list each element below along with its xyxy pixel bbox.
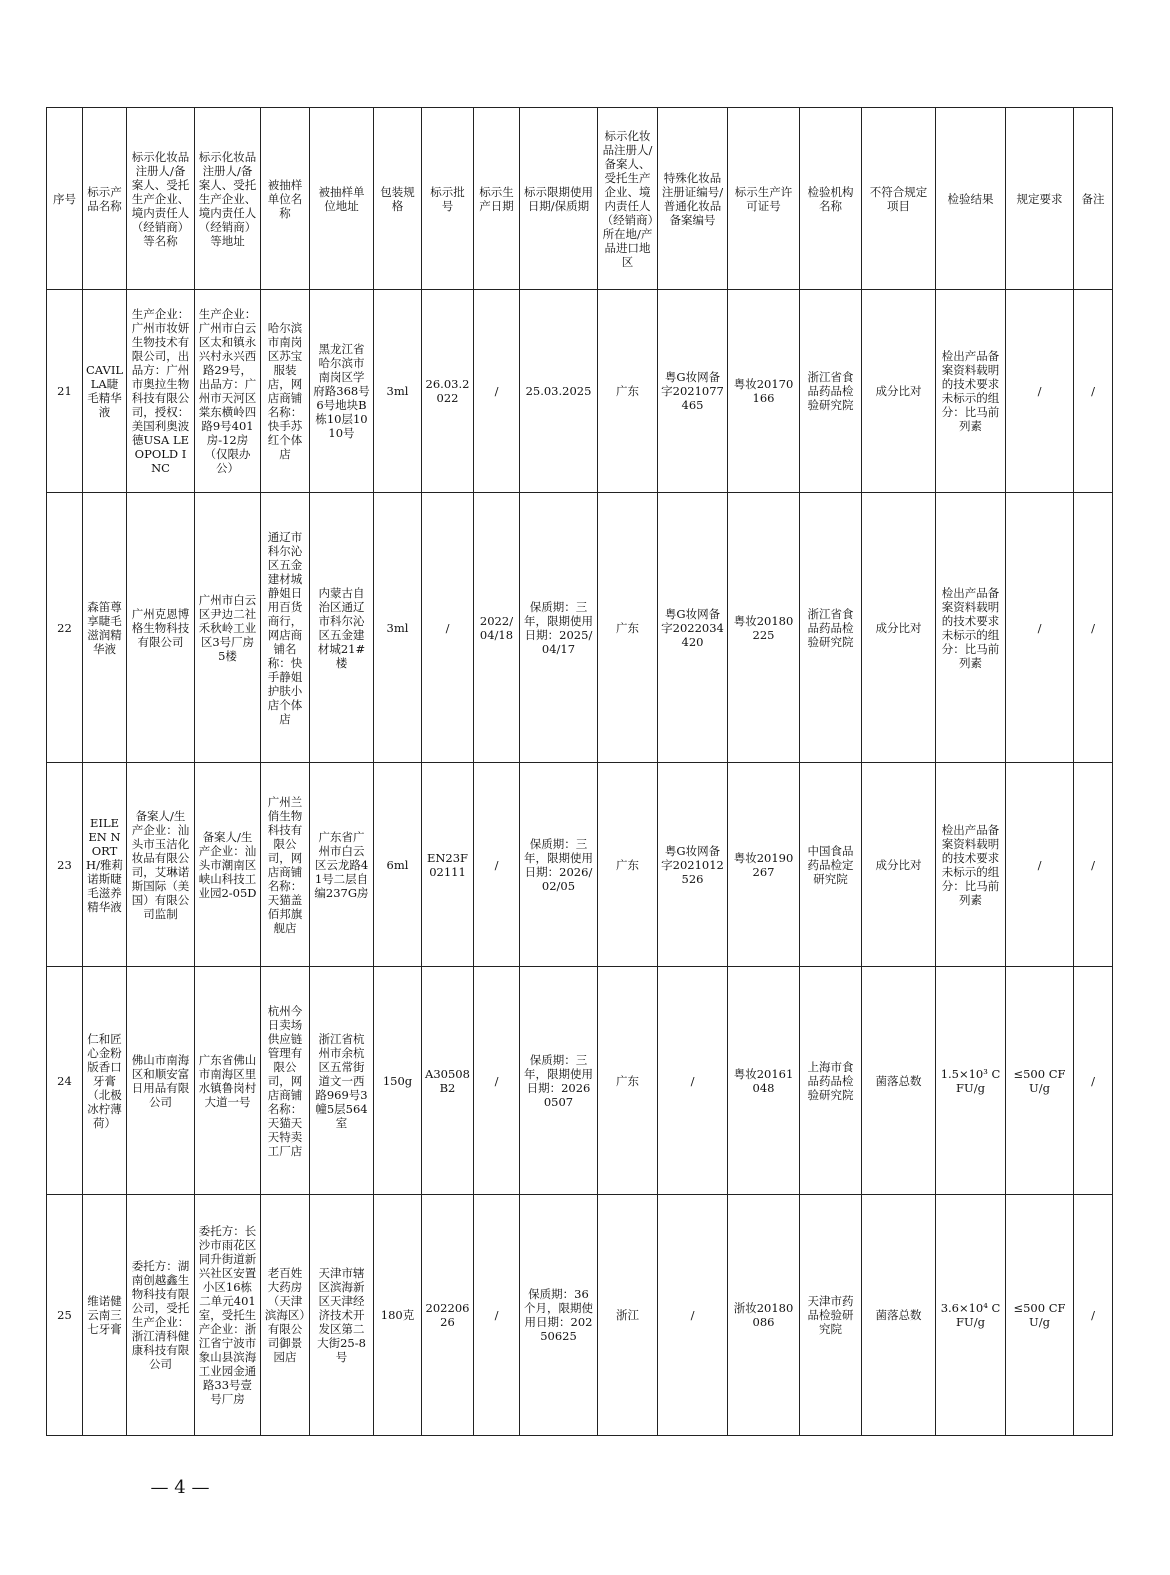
cell-agency: 浙江省食品药品检验研究院 — [800, 493, 862, 763]
cell-no: 22 — [47, 493, 83, 763]
cell-requirement: ≤500 CFU/g — [1006, 1195, 1074, 1436]
cell-sampled-unit: 哈尔滨市南岗区苏宝服装店，网店商铺名称：快手苏红个体店 — [261, 290, 310, 493]
cell-agency: 天津市药品检验研究院 — [800, 1195, 862, 1436]
cell-remark: / — [1074, 763, 1113, 967]
cell-batch: EN23F02111 — [422, 763, 474, 967]
cell-entity-name: 委托方：湖南创越鑫生物科技有限公司，受托生产企业：浙江清科健康科技有限公司 — [127, 1195, 195, 1436]
cell-location: 浙江 — [598, 1195, 658, 1436]
column-header: 不符合规定项目 — [862, 108, 936, 290]
column-header: 标示生产许可证号 — [728, 108, 800, 290]
cell-product: CAVILLA睫毛精华液 — [83, 290, 127, 493]
table-row — [47, 290, 1113, 493]
cell-result: 3.6×10⁴ CFU/g — [936, 1195, 1006, 1436]
cell-requirement: / — [1006, 763, 1074, 967]
cell-entity-address: 广东省佛山市南海区里水镇鲁岗村大道一号 — [195, 967, 261, 1195]
cell-sampled-unit: 杭州今日卖场供应链管理有限公司，网店商铺名称：天猫天天特卖工厂店 — [261, 967, 310, 1195]
cell-registration: 粤G妆网备字2021077465 — [658, 290, 728, 493]
cell-requirement: / — [1006, 493, 1074, 763]
cell-remark: / — [1074, 290, 1113, 493]
cell-expiry: 保质期：三年，限期使用日期：20260507 — [520, 967, 598, 1195]
cell-remark: / — [1074, 493, 1113, 763]
cell-production-date: / — [474, 967, 520, 1195]
column-header: 被抽样单位地址 — [310, 108, 374, 290]
column-header: 标示批号 — [422, 108, 474, 290]
cell-production-date: 2022/04/18 — [474, 493, 520, 763]
cell-sampled-unit: 通辽市科尔沁区五金建材城静姐日用百货商行，网店商铺名称：快手静姐护肤小店个体店 — [261, 493, 310, 763]
cell-license: 粤妆20180225 — [728, 493, 800, 763]
cell-package: 3ml — [374, 493, 422, 763]
cell-entity-address: 广州市白云区尹边二社禾秋岭工业区3号厂房5楼 — [195, 493, 261, 763]
cell-product: 森笛尊享睫毛滋润精华液 — [83, 493, 127, 763]
cell-sampled-address: 浙江省杭州市余杭区五常街道文一西路969号3幢5层564室 — [310, 967, 374, 1195]
cell-entity-name: 佛山市南海区和顺安富日用品有限公司 — [127, 967, 195, 1195]
cell-license: 粤妆20161048 — [728, 967, 800, 1195]
cell-entity-address: 委托方：长沙市雨花区同升街道新兴社区安置小区16栋二单元401室，受托生产企业：浙江省宁波市象山县滨海工业园金通路33号壹号厂房 — [195, 1195, 261, 1436]
column-header: 备注 — [1074, 108, 1113, 290]
cell-expiry: 25.03.2025 — [520, 290, 598, 493]
cell-package: 150g — [374, 967, 422, 1195]
cell-result: 检出产品备案资料载明的技术要求未标示的组分：比马前列素 — [936, 290, 1006, 493]
cell-location: 广东 — [598, 763, 658, 967]
cell-product: 维诺健云南三七牙膏 — [83, 1195, 127, 1436]
cell-failed-item: 成分比对 — [862, 763, 936, 967]
cell-agency: 浙江省食品药品检验研究院 — [800, 290, 862, 493]
cell-failed-item: 成分比对 — [862, 290, 936, 493]
cell-sampled-address: 天津市辖区滨海新区天津经济技术开发区第二大街25-8号 — [310, 1195, 374, 1436]
cell-entity-name: 备案人/生产企业：汕头市玉洁化妆品有限公司，艾琳诺斯国际（美国）有限公司监制 — [127, 763, 195, 967]
cell-product: EILEEN NORTH/雅莉诺斯睫毛滋养精华液 — [83, 763, 127, 967]
cell-entity-address: 生产企业：广州市白云区太和镇永兴村永兴西路29号，出品方：广州市天河区棠东横岭四路9号401房-12房（仅限办公） — [195, 290, 261, 493]
cell-remark: / — [1074, 967, 1113, 1195]
cell-entity-address: 备案人/生产企业：汕头市潮南区峡山科技工业园2-05D — [195, 763, 261, 967]
cell-failed-item: 菌落总数 — [862, 967, 936, 1195]
cell-registration: / — [658, 1195, 728, 1436]
cell-location: 广东 — [598, 493, 658, 763]
cell-registration: 粤G妆网备字2022034420 — [658, 493, 728, 763]
cell-no: 21 — [47, 290, 83, 493]
cell-location: 广东 — [598, 967, 658, 1195]
inspection-results-table — [46, 107, 1113, 1436]
cell-result: 1.5×10³ CFU/g — [936, 967, 1006, 1195]
column-header: 序号 — [47, 108, 83, 290]
cell-batch: / — [422, 493, 474, 763]
column-header: 标示化妆品注册人/备案人、受托生产企业、境内责任人（经销商）等地址 — [195, 108, 261, 290]
table-row — [47, 967, 1113, 1195]
table-row — [47, 493, 1113, 763]
column-header: 标示化妆品注册人/备案人、受托生产企业、境内责任人（经销商）等名称 — [127, 108, 195, 290]
cell-failed-item: 菌落总数 — [862, 1195, 936, 1436]
cell-remark: / — [1074, 1195, 1113, 1436]
cell-failed-item: 成分比对 — [862, 493, 936, 763]
column-header: 包装规格 — [374, 108, 422, 290]
cell-sampled-unit: 广州兰俏生物科技有限公司，网店商铺名称：天猫盖佰邦旗舰店 — [261, 763, 310, 967]
cell-expiry: 保质期：三年，限期使用日期：2026/02/05 — [520, 763, 598, 967]
cell-expiry: 保质期：三年，限期使用日期：2025/04/17 — [520, 493, 598, 763]
cell-sampled-unit: 老百姓大药房（天津滨海区）有限公司御景园店 — [261, 1195, 310, 1436]
header-row — [47, 108, 1113, 290]
table-row — [47, 1195, 1113, 1436]
cell-result: 检出产品备案资料载明的技术要求未标示的组分：比马前列素 — [936, 493, 1006, 763]
column-header: 被抽样单位名称 — [261, 108, 310, 290]
column-header: 特殊化妆品注册证编号/普通化妆品备案编号 — [658, 108, 728, 290]
cell-production-date: / — [474, 290, 520, 493]
cell-product: 仁和匠心金粉版香口牙膏（北极冰柠薄荷） — [83, 967, 127, 1195]
cell-batch: 20220626 — [422, 1195, 474, 1436]
cell-sampled-address: 广东省广州市白云区云龙路41号二层自编237G房 — [310, 763, 374, 967]
cell-location: 广东 — [598, 290, 658, 493]
column-header: 检验结果 — [936, 108, 1006, 290]
column-header: 检验机构名称 — [800, 108, 862, 290]
column-header: 标示产品名称 — [83, 108, 127, 290]
cell-no: 23 — [47, 763, 83, 967]
column-header: 规定要求 — [1006, 108, 1074, 290]
cell-license: 浙妆20180086 — [728, 1195, 800, 1436]
cell-entity-name: 生产企业：广州市妆妍生物技术有限公司，出品方：广州市奥拉生物科技有限公司，授权：美国利奥波德USA LEOPOLD INC — [127, 290, 195, 493]
cell-no: 24 — [47, 967, 83, 1195]
page-number: — 4 — — [150, 1477, 210, 1498]
cell-sampled-address: 内蒙古自治区通辽市科尔沁区五金建材城21#楼 — [310, 493, 374, 763]
cell-expiry: 保质期：36个月，限期使用日期：20250625 — [520, 1195, 598, 1436]
column-header: 标示限期使用日期/保质期 — [520, 108, 598, 290]
cell-license: 粤妆20190267 — [728, 763, 800, 967]
cell-sampled-address: 黑龙江省哈尔滨市南岗区学府路368号6号地块B栋10层1010号 — [310, 290, 374, 493]
cell-registration: 粤G妆网备字2021012526 — [658, 763, 728, 967]
cell-package: 180克 — [374, 1195, 422, 1436]
cell-production-date: / — [474, 763, 520, 967]
cell-agency: 上海市食品药品检验研究院 — [800, 967, 862, 1195]
cell-license: 粤妆20170166 — [728, 290, 800, 493]
cell-requirement: ≤500 CFU/g — [1006, 967, 1074, 1195]
table-row — [47, 763, 1113, 967]
cell-batch: A30508B2 — [422, 967, 474, 1195]
cell-package: 6ml — [374, 763, 422, 967]
cell-package: 3ml — [374, 290, 422, 493]
column-header: 标示化妆品注册人/备案人、受托生产企业、境内责任人（经销商）所在地/产品进口地区 — [598, 108, 658, 290]
cell-registration: / — [658, 967, 728, 1195]
cell-no: 25 — [47, 1195, 83, 1436]
column-header: 标示生产日期 — [474, 108, 520, 290]
cell-batch: 26.03.2022 — [422, 290, 474, 493]
cell-result: 检出产品备案资料载明的技术要求未标示的组分：比马前列素 — [936, 763, 1006, 967]
cell-requirement: / — [1006, 290, 1074, 493]
cell-production-date: / — [474, 1195, 520, 1436]
cell-agency: 中国食品药品检定研究院 — [800, 763, 862, 967]
table-body — [47, 290, 1113, 1436]
cell-entity-name: 广州克恩博格生物科技有限公司 — [127, 493, 195, 763]
